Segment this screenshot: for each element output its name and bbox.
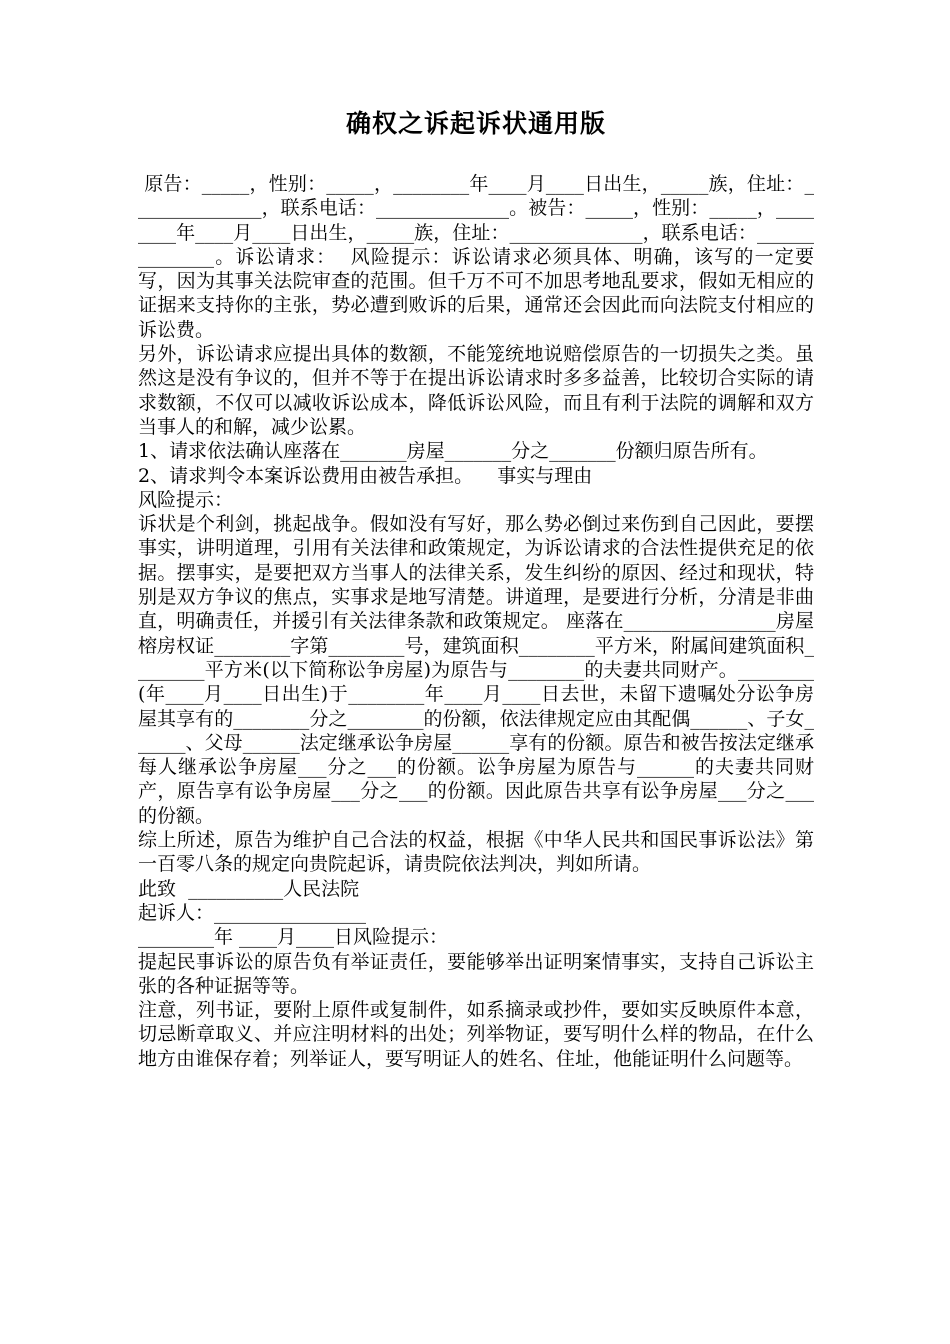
document-body <box>138 172 821 1071</box>
paragraph-conclusion: 综上所述，原告为维护自己合法的权益，根据《中华人民共和国民事诉讼法》第一百零八条的规定向贵院起诉，请贵院依法判决，判如所请。 <box>138 829 814 876</box>
paragraph-salutation: 此致 __________人民法院 <box>138 877 360 900</box>
paragraph-claim-amount: 另外，诉讼请求应提出具体的数额，不能笼统地说赔偿原告的一切损失之类。虽然这是没有争议的，但并不等于在提出诉讼请求时多多益善，比较切合实际的请求数额，不仅可以减收诉讼成本，降低诉讼风险，而且有利于法院的调解和双方当事人的和解，减少讼累。 <box>138 343 814 438</box>
paragraph-burden-of-proof: 提起民事诉讼的原告负有举证责任，要能够举出证明案情事实，支持自己诉讼主张的各种证据等等。 <box>138 950 814 997</box>
paragraph-date-and-risk: ________年 ____月____日风险提示： <box>138 926 449 949</box>
document-page <box>138 102 821 1071</box>
paragraph-plaintiff-signature: 起诉人：________________ <box>138 901 367 924</box>
document-title: 确权之诉起诉状通用版 <box>345 109 606 138</box>
paragraph-evidence-notes: 注意，列书证，要附上原件或复制件，如系摘录或抄件，要如实反映原件本意，切忌断章取义、并应注明材料的出处；列举物证，要写明什么样的物品，在什么地方由谁保存着；列举证人，要写明证人的姓名、住址，他能证明什么问题等。 <box>138 999 814 1070</box>
paragraph-parties-and-claims: 原告：_____，性别：_____，________年____月____日出生，_____族，住址：______________，联系电话：______________。被告：_____，性别：_____，________年____月____日出生，_____族，住址：______________，联系电话：______________。诉讼请求： 风险提示：诉讼请求必须具体、明确，该写的一定要写，因为其事关法院审查的范围。但千万不可不加思考地乱要求，假如无相应的证据来支持你的主张，势必遭到败诉的后果，通常还会因此而向法院支付相应的诉讼费。 <box>138 173 814 341</box>
paragraph-facts-and-reasons: 诉状是个利剑，挑起战争。假如没有写好，那么势必倒过来伤到自己因此，要摆事实，讲明道理，引用有关法律和政策规定，为诉讼请求的合法性提供充足的依据。摆事实，是要把双方当事人的法律关系，发生纠纷的原因、经过和现状，特别是双方争议的焦点，实事求是地写清楚。讲道理，是要进行分析，分清是非曲直，明确责任，并援引有关法律条款和政策规定。 座落在________________房屋 榕房权证________字第________号，建筑面积________平方米，附属间建筑面积________平方米(以下简称讼争房屋)为原告与________的夫妻共同财产。________ (年____月____日出生)于________年____月____日去世，未留下遗嘱处分讼争房屋其享有的________分之________的份额，依法律规定应由其配偶______、子女______、父母______法定继承讼争房屋______享有的份额。原告和被告按法定继承每人继承讼争房屋___分之___的份额。讼争房屋为原告与______的夫妻共同财产，原告享有讼争房屋___分之___的份额。因此原告共享有讼争房屋___分之___的份额。 <box>138 513 821 827</box>
paragraph-claim-2: 2、请求判令本案诉讼费用由被告承担。 事实与理由 <box>138 464 593 487</box>
paragraph-risk-heading: 风险提示： <box>138 488 234 511</box>
paragraph-claim-1: 1、请求依法确认座落在_______房屋_______分之_______份额归原告所有。 <box>138 440 768 463</box>
